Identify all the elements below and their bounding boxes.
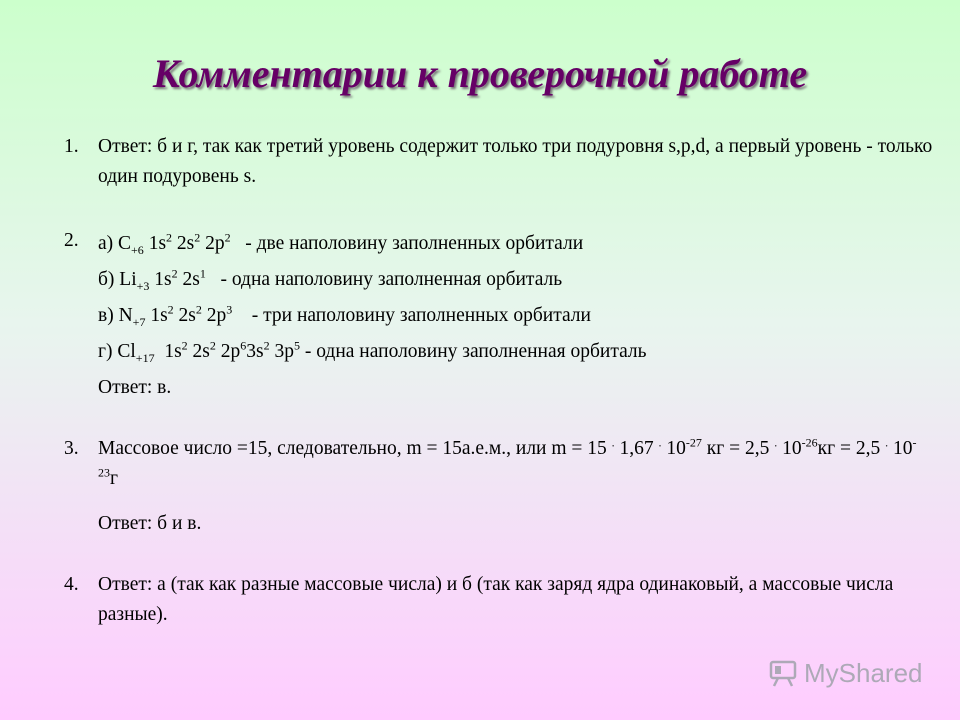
config-line-cl: г) $Cl_{+17}$ $1s^2$ $2s^2$ $2p^63s^2$ $3p^5$ - одна наполовину заполненная орбиталь: [98, 338, 647, 365]
config-line-li: б) $Li_{+3}$ $1s^2$ $2s^1$ - одна наполовину заполненная орбиталь: [98, 266, 563, 293]
item-text: Ответ: а (так как разные массовые числа) и б (так как заряд ядра одинаковый, а массовые числа разные).: [98, 574, 894, 625]
config-line-c: а) $C_{+6}$ $1s^2$ $2s^2$ $2p^2$ - две наполовину заполненных орбитали: [98, 230, 584, 257]
item-number: 4.: [64, 574, 79, 595]
watermark-logo: [768, 656, 923, 690]
answer-line: Ответ: в.: [98, 377, 172, 398]
answer-line: Ответ: б и в.: [98, 513, 202, 534]
mass-calculation: Массовое число =15, следовательно, m = 15а.е.м., или m = 15 . 1,67 . $10^{-27}$ кг = 2,5 . $10^{-26}кг = 2,5$ . $10^{-23}г$: [98, 435, 917, 489]
item-number: 1.: [64, 136, 79, 157]
config-line-n: в) $N_{+7}$ $1s^2$ $2s^2$ $2p^3$ - три наполовину заполненных орбитали: [98, 302, 591, 329]
watermark-text: MyShared: [804, 657, 923, 688]
item-number: 3.: [64, 438, 79, 459]
presentation-board-icon: [768, 658, 798, 688]
item-number: 2.: [64, 230, 79, 251]
item-text: Ответ: б и г, так как третий уровень содержит только три подуровня s,p,d, а первый уровень - только один подуровень s.: [98, 136, 933, 187]
item-text: [98, 434, 933, 542]
item-text: [98, 226, 933, 406]
slide-title: Комментарии к проверочной работе: [152, 51, 808, 96]
